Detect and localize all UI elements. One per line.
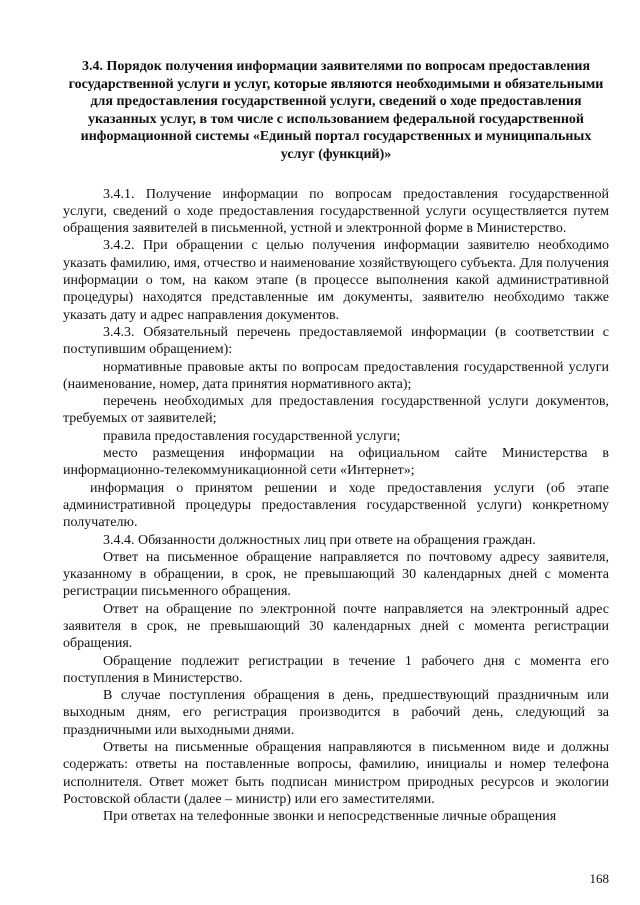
paragraph-3-4-3: 3.4.3. Обязательный перечень предоставляемой информации (в соответствии с поступившим обращением): bbox=[63, 324, 609, 358]
paragraph-phone-calls: При ответах на телефонные звонки и непосредственные личные обращения bbox=[103, 809, 557, 825]
paragraph-holidays: В случае поступления обращения в день, предшествующий праздничным или выходным дням, его регистрация производится в рабочий день, следующий за праздничными или выходными днями. bbox=[63, 688, 609, 738]
paragraph-3-4-1: 3.4.1. Получение информации по вопросам предоставления государственной услуги, сведений о ходе предоставления государственной услуги осуществляется путем обращения заявителей в письменной, устной и электронной форме в Министерство. bbox=[63, 186, 609, 237]
document-body bbox=[63, 186, 609, 826]
paragraph-registration: Обращение подлежит регистрации в течение 1 рабочего дня с момента его поступления в Министерство. bbox=[63, 653, 609, 686]
paragraph-3-4-4: 3.4.4. Обязанности должностных лиц при ответе на обращения граждан. bbox=[103, 532, 536, 548]
page-number: 168 bbox=[589, 871, 609, 886]
document-page bbox=[63, 58, 609, 826]
list-item-documents: перечень необходимых для предоставления государственной услуги документов, требуемых от заявителей; bbox=[63, 394, 609, 427]
list-item-rules: правила предоставления государственной услуги; bbox=[103, 428, 401, 444]
list-item-normative-acts: нормативные правовые акты по вопросам предоставления государственной услуги (наименование, номер, дата принятия нормативного акта); bbox=[63, 359, 609, 392]
paragraph-3-4-2: 3.4.2. При обращении с целью получения информации заявителю необходимо указать фамилию, имя, отчество и наименование хозяйствующего субъекта. Для получения информации о том, на каком этапе (в процессе выполнения какой административной процедуры) находятся представленные им документы, заявителю необходимо также указать дату и адрес направления документов. bbox=[63, 238, 609, 323]
paragraph-written-reply: Ответ на письменное обращение направляется по почтовому адресу заявителя, указанному в обращении, в срок, не превышающий 30 календарных дней с момента регистрации письменного обращения. bbox=[63, 549, 609, 600]
section-heading: 3.4. Порядок получения информации заявителями по вопросам предоставления государственной услуги и услуг, которые являются необходимыми и обязательными для предоставления государственной услуги, сведений о ходе предоставления указанных услуг, в том числе с использованием федеральной государственной информационной системы «Единый портал государственных и муниципальных услуг (функций)» bbox=[68, 59, 604, 162]
list-item-decision-info: информация о принятом решении и ходе предоставления услуги (об этапе административной процедуры предоставления государственной услуги) конкретному получателю. bbox=[63, 480, 609, 531]
paragraph-email-reply: Ответ на обращение по электронной почте направляется на электронный адрес заявителя в срок, не превышающий 30 календарных дней с момента регистрации обращения. bbox=[63, 601, 609, 652]
list-item-website: место размещения информации на официальном сайте Министерства в информационно-телекоммуникационной сети «Интернет»; bbox=[63, 446, 609, 479]
paragraph-reply-content: Ответы на письменные обращения направляются в письменном виде и должны содержать: ответы на поставленные вопросы, фамилию, инициалы и номер телефона исполнителя. Ответ может быть подписан министром природных ресурсов и экологии Ростовской области (далее – министр) или его заместителями. bbox=[63, 740, 609, 807]
